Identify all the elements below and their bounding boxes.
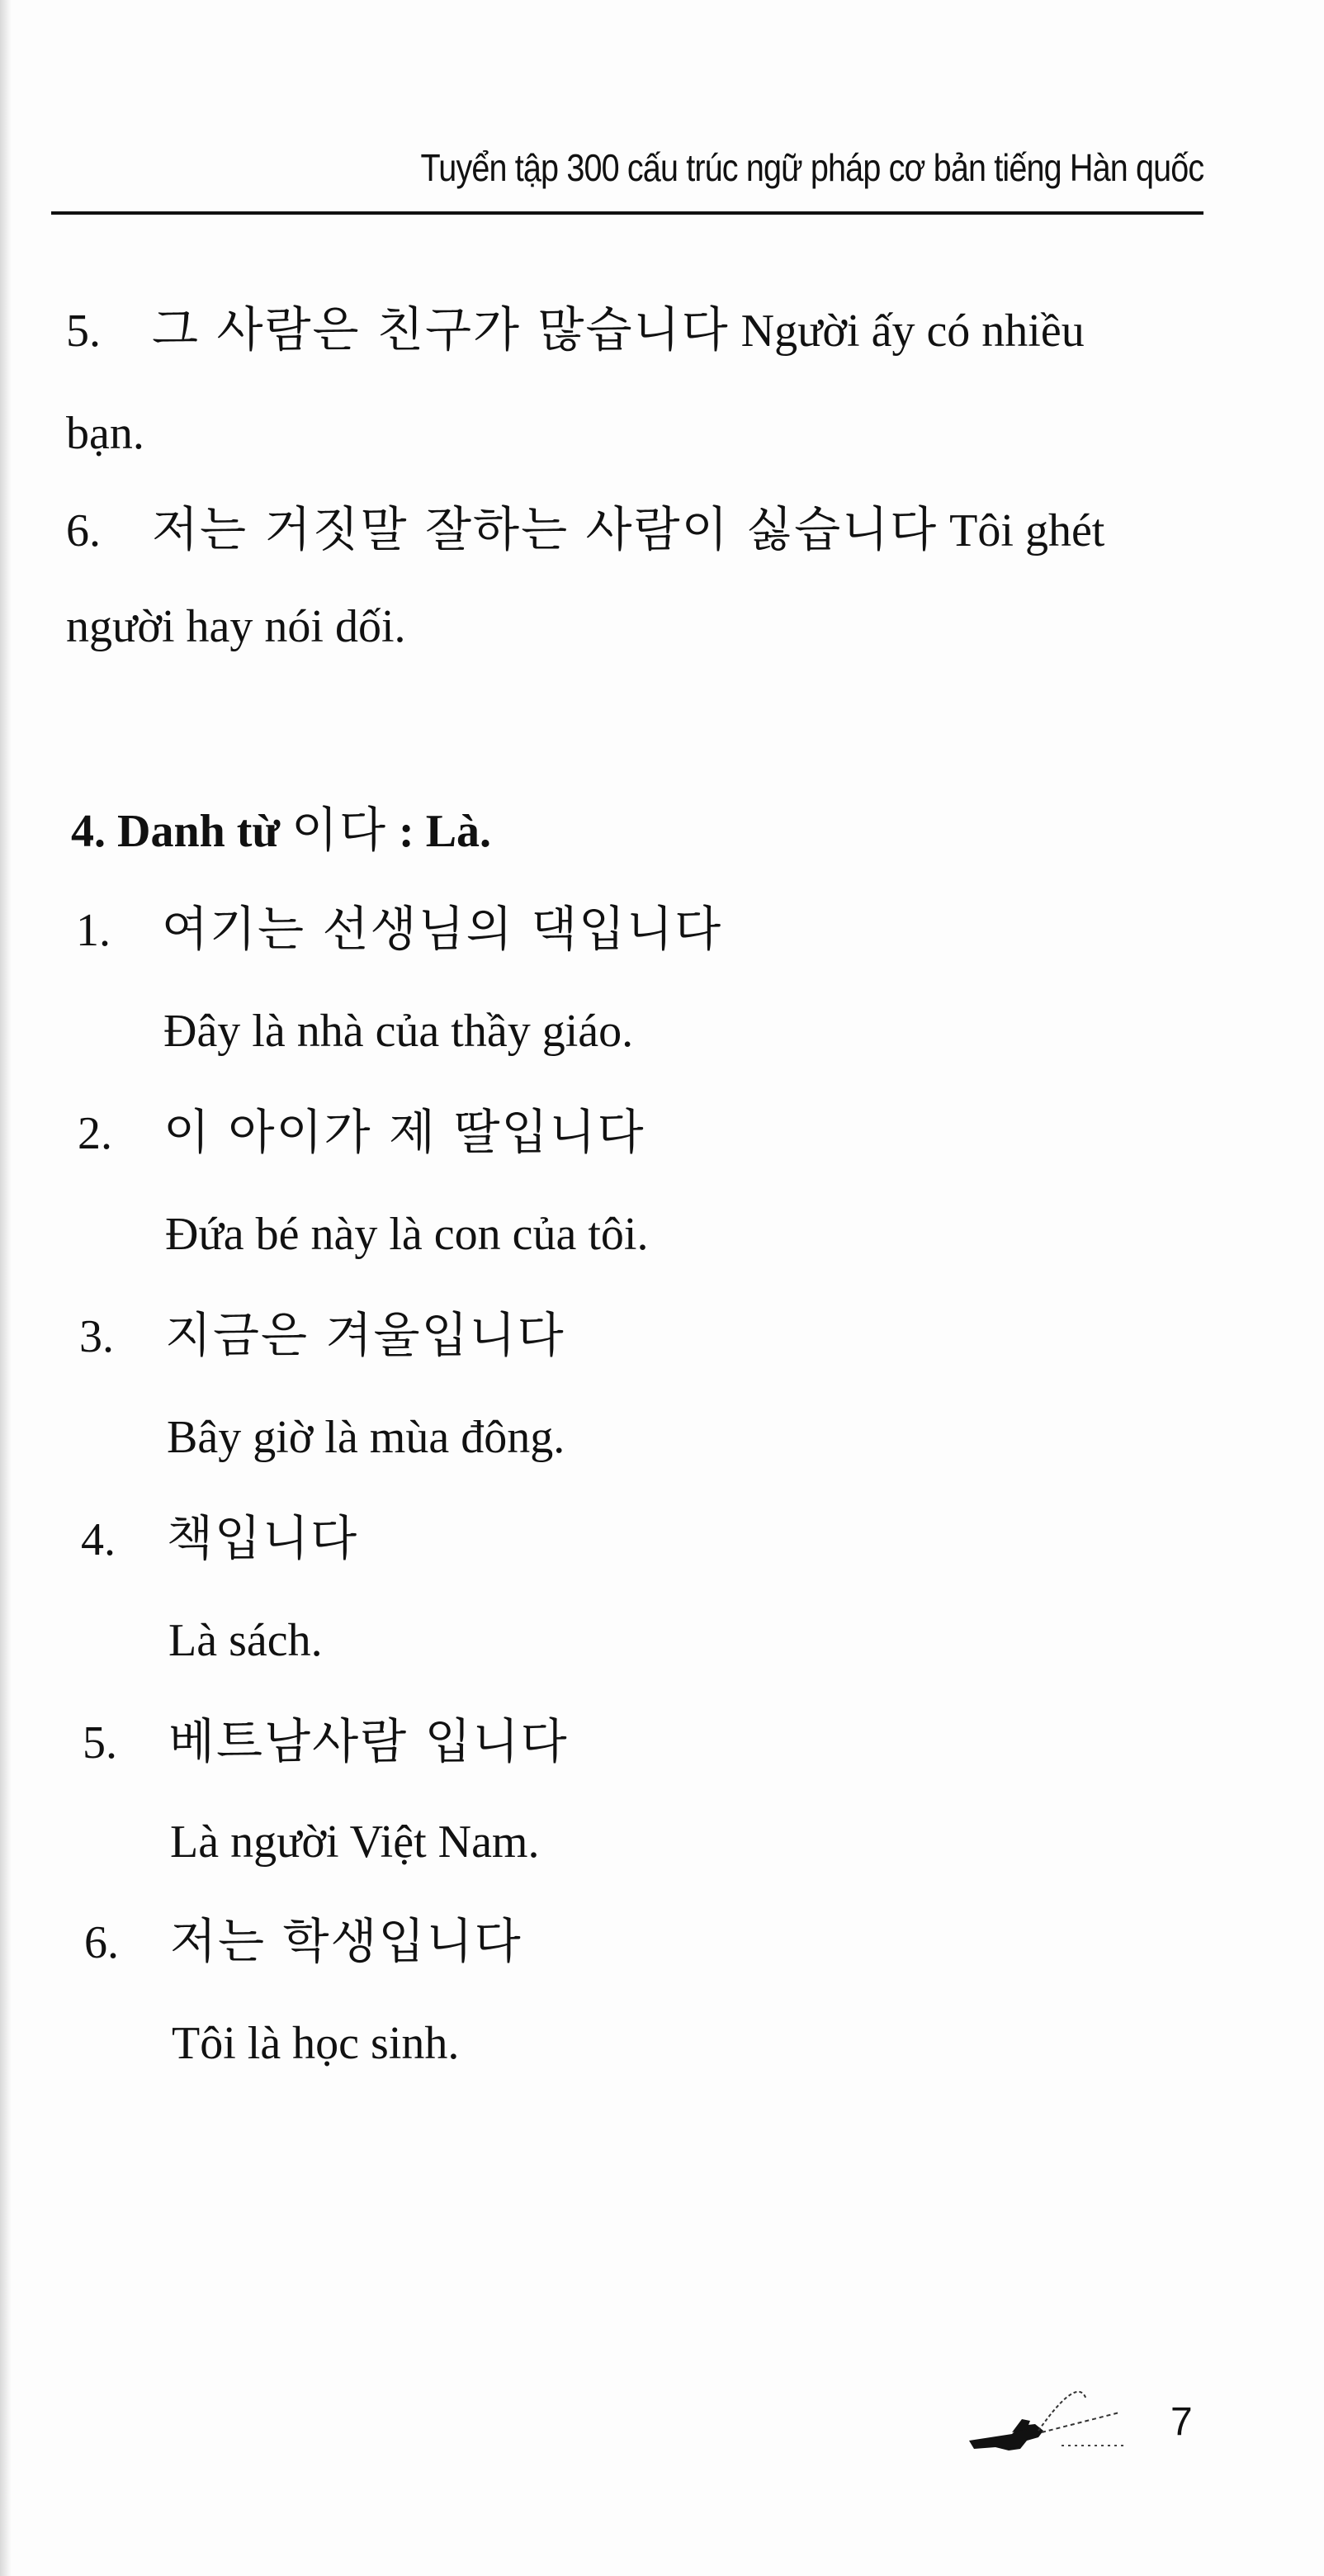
header-rule xyxy=(51,211,1203,215)
vietnamese-translation: Tôi ghét xyxy=(949,505,1105,556)
vietnamese-translation: Người ấy có nhiều xyxy=(740,305,1085,357)
korean-sentence: 지금은 겨울입니다 xyxy=(165,1307,565,1363)
section-item-6-korean xyxy=(84,1912,523,1972)
item-number: 6. xyxy=(66,505,101,556)
korean-sentence: 이 아이가 제 딸입니다 xyxy=(163,1104,645,1160)
korean-sentence: 책입니다 xyxy=(167,1510,359,1566)
section-item-6-vietnamese: Tôi là học sinh. xyxy=(172,2018,460,2069)
item-number: 4. xyxy=(81,1514,116,1565)
intro-item-5 xyxy=(66,301,1085,360)
item-number: 3. xyxy=(79,1311,114,1362)
section-heading-korean: 이다 xyxy=(291,802,388,858)
section-item-2-korean xyxy=(78,1103,645,1163)
running-header: Tuyển tập 300 cấu trúc ngữ pháp cơ bản tiếng Hàn quốc xyxy=(420,146,1203,189)
section-item-4-vietnamese: Là sách. xyxy=(168,1615,323,1666)
section-item-1-vietnamese: Đây là nhà của thầy giáo. xyxy=(163,1006,634,1057)
korean-sentence: 베트남사람 입니다 xyxy=(168,1713,569,1769)
section-heading-suffix: : Là. xyxy=(399,806,492,857)
section-item-5-korean xyxy=(83,1712,569,1772)
korean-sentence: 저는 학생입니다 xyxy=(170,1913,523,1969)
page-number: 7 xyxy=(1170,2400,1193,2444)
item-number: 1. xyxy=(76,905,111,956)
section-item-3-vietnamese: Bây giờ là mùa đông. xyxy=(167,1412,565,1463)
section-item-4-korean xyxy=(81,1509,358,1569)
item-number: 5. xyxy=(83,1717,117,1769)
archer-ornament-icon xyxy=(962,2383,1128,2465)
item-number: 5. xyxy=(66,305,101,357)
intro-item-5-continued: bạn. xyxy=(66,408,144,459)
korean-sentence: 그 사람은 친구가 많습니다 xyxy=(152,301,730,358)
item-number: 2. xyxy=(78,1108,112,1159)
page-edge-shadow xyxy=(0,0,12,2576)
section-item-1-korean xyxy=(76,900,722,959)
section-item-2-vietnamese: Đứa bé này là con của tôi. xyxy=(165,1209,649,1260)
section-item-5-vietnamese: Là người Việt Nam. xyxy=(170,1816,540,1868)
item-number: 6. xyxy=(84,1917,119,1968)
korean-sentence: 여기는 선생님의 댁입니다 xyxy=(162,901,723,957)
intro-item-6-continued: người hay nói dối. xyxy=(66,601,406,652)
section-item-3-korean xyxy=(79,1306,565,1366)
intro-item-6 xyxy=(66,500,1104,560)
section-heading xyxy=(71,801,491,860)
korean-sentence: 저는 거짓말 잘하는 사람이 싫습니다 xyxy=(152,501,939,557)
section-heading-prefix: 4. Danh từ xyxy=(71,806,280,857)
